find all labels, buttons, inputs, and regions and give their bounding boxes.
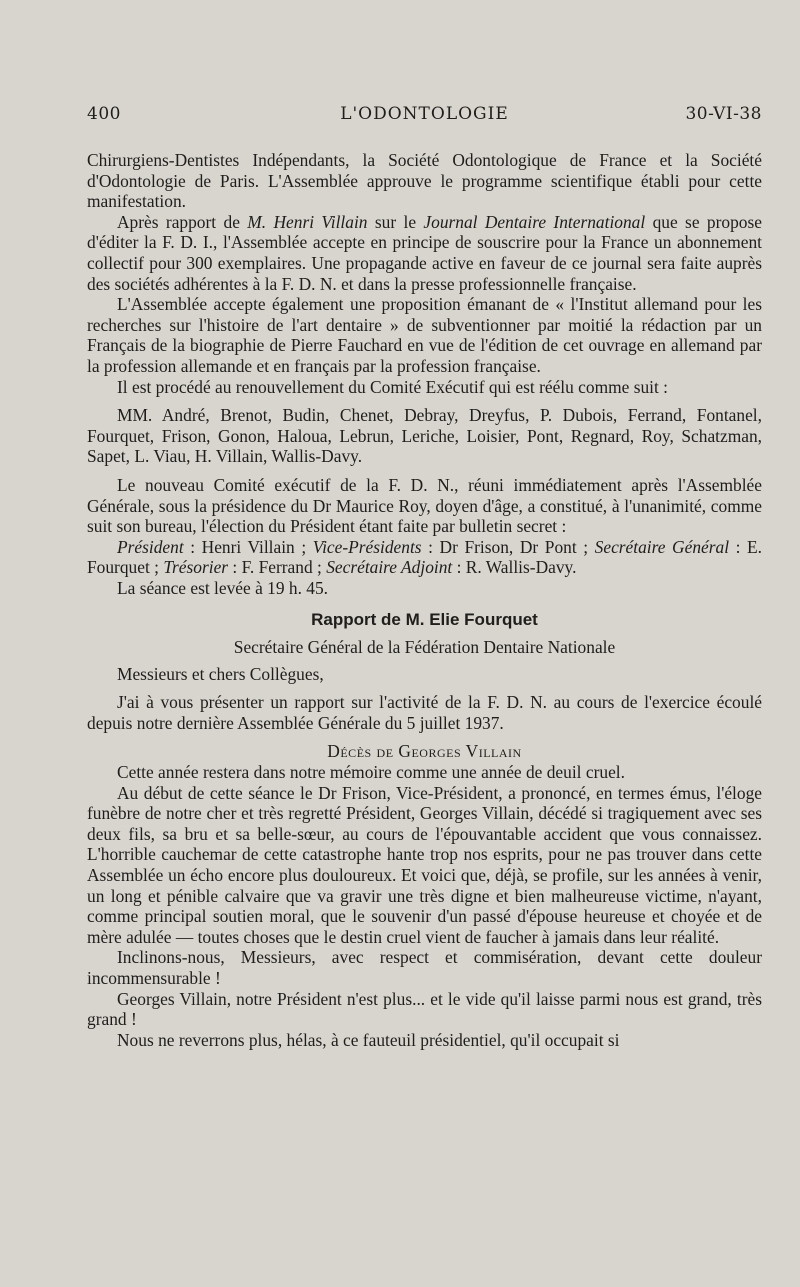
paragraph: L'Assemblée accepte également une proposition émanant de « l'Institut allemand pour les recherches sur l'histoire de l'art dentaire » de subventionner par moitié la rédaction par un Français de la biographie de Pierre Fauchard en vue de l'édition de cet ouvrage en allemand par la profession allemande et en français par la profession française. [87,294,762,376]
page-number: 400 [87,104,121,124]
paragraph: J'ai à vous présenter un rapport sur l'activité de la F. D. N. au cours de l'exercice écoulé depuis notre dernière Assemblée Générale du 5 juillet 1937. [87,692,762,733]
paragraph: Chirurgiens-Dentistes Indépendants, la Société Odontologique de France et la Société d'Odontologie de Paris. L'Assemblée approuve le programme scientifique établi pour cette manifestation. [87,150,762,212]
running-header [87,104,762,132]
member-list: MM. André, Brenot, Budin, Chenet, Debray, Dreyfus, P. Dubois, Ferrand, Fontanel, Fourquet, Frison, Gonon, Haloua, Lebrun, Leriche, Loisier, Pont, Regnard, Roy, Schatzman, Sapet, L. Viau, H. Villain, Wallis-Davy. [87,405,762,467]
page-body [87,150,762,1050]
paragraph: Après rapport de M. Henri Villain sur le Journal Dentaire International que se propose d'éditer la F. D. I., l'Assemblée accepte en principe de souscrire pour la France un abonnement collectif pour 300 exemplaires. Une propagande active en faveur de ce journal sera faite auprès des sociétés adhérentes à la F. D. N. et dans la presse professionnelle française. [87,211,762,294]
issue-date: 30-VI-38 [685,104,762,124]
paragraph: Il est procédé au renouvellement du Comité Exécutif qui est réélu comme suit : [117,376,669,397]
journal-name: Journal Dentaire International [423,211,646,232]
report-title: Rapport de M. Elie Fourquet [311,610,538,630]
paragraph: Le nouveau Comité exécutif de la F. D. N., réuni immédiatement après l'Assemblée Générale, sous la présidence du Dr Maurice Roy, doyen d'âge, a constitué, à l'unanimité, comme suit son bureau, l'élection du Président étant faite par bulletin secret : [87,474,762,537]
paragraph: Nous ne reverrons plus, hélas, à ce fauteuil présidentiel, qu'il occupait si [117,1029,620,1050]
paragraph: Inclinons-nous, Messieurs, avec respect et commisération, devant cette douleur incommensurable ! [87,947,762,988]
paragraph: La séance est levée à 19 h. 45. [117,577,329,598]
salutation: Messieurs et chers Collègues, [117,663,324,684]
paragraph: Au début de cette séance le Dr Frison, Vice-Président, a prononcé, en termes émus, l'éloge funèbre de notre cher et très regretté Président, Georges Villain, décédé si tragiquement avec ses deux fils, sa bru et sa belle-sœur, au cours de l'épouvantable accident que vous connaissez. L'horrible cauchemar de cette catastrophe hante trop nos esprits, pour ne pas trouver dans cette Assemblée un écho encore plus douloureux. Et voici que, déjà, se profile, sur les années à venir, un long et pénible calvaire que va gravir une très digne et bien malheureuse victime, n'ayant, comme principal soutien moral, que le souvenir d'un passé d'épouse heureuse et choyée et de mère adulée — toutes choses que le destin cruel vient de faucher à jamais dans leur réalité. [87,782,762,947]
report-subtitle: Secrétaire Général de la Fédération Dentaire Nationale [233,637,616,658]
person-name: M. Henri Villain [247,211,368,232]
paragraph: Georges Villain, notre Président n'est plus... et le vide qu'il laisse parmi nous est grand, très grand ! [87,988,762,1030]
bureau-list: Président : Henri Villain ; Vice-Présidents : Dr Frison, Dr Pont ; Secrétaire Général : E. Fourquet ; Trésorier : F. Ferrand ; Secrétaire Adjoint : R. Wallis-Davy. [87,536,763,578]
paragraph: Cette année restera dans notre mémoire comme une année de deuil cruel. [117,762,625,783]
journal-title: L'ODONTOLOGIE [340,104,509,124]
section-title: Décès de Georges Villain [327,741,522,762]
